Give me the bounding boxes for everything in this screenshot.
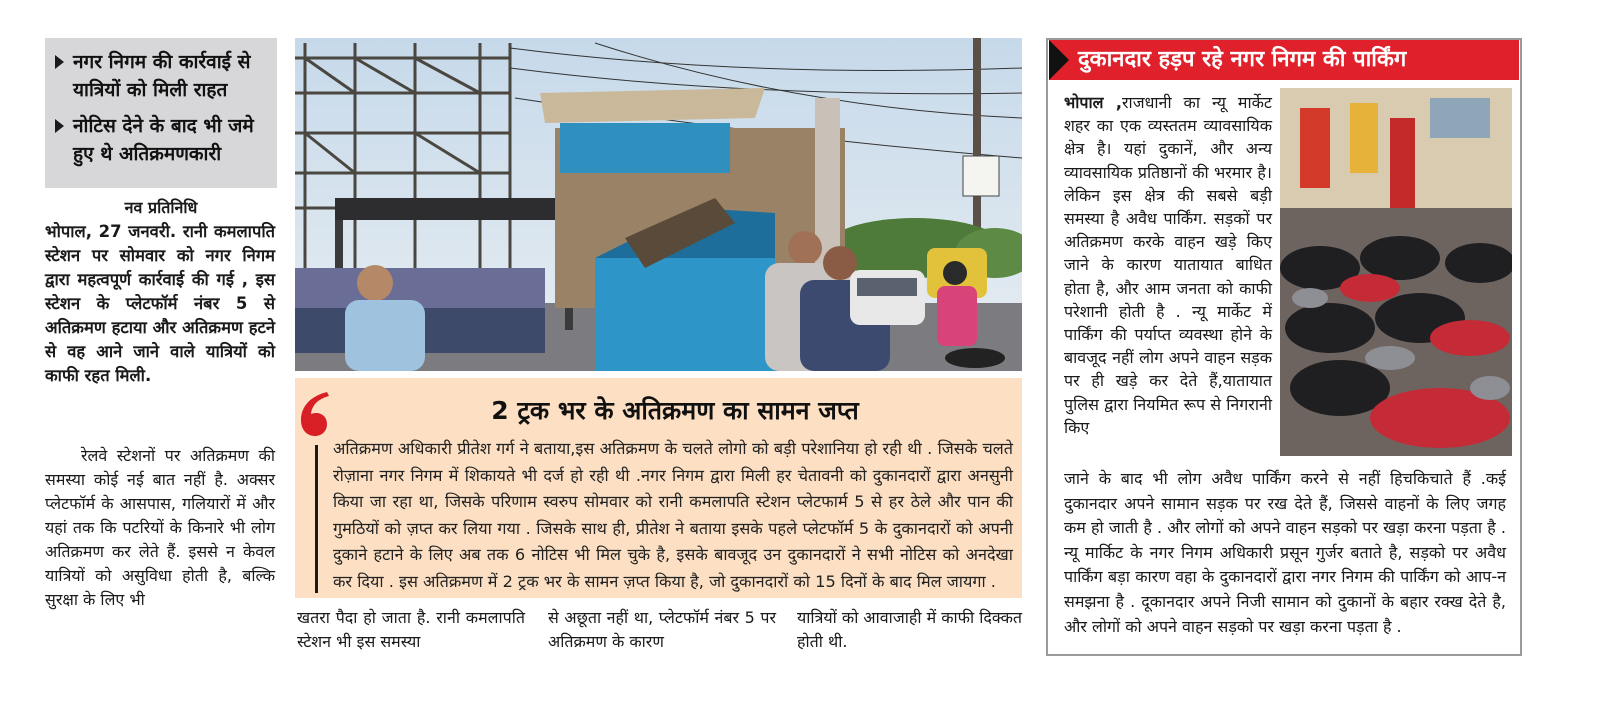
bottom-column-1: खतरा पैदा हो जाता है. रानी कमलापति स्टेशन भी इस समस्या [297,608,525,651]
quote-box-body: अतिक्रमण अधिकारी प्रीतेश गर्ग ने बताया,इस अतिक्रमण के चलते लोगो को बड़ी परेशानिया हो रही थी . जिसके चलते रोज़ाना नगर निगम में शिकायते भी दर्ज हो रही थी .नगर निगम द्वारा मिली हर चेतावनी को दुकानदारों द्वारा अनसुनी किया जा रहा था, जिसके परिणाम स्वरुप सोमवार को रानी कमलापति स्टेशन प्लेटफार्म 5 से हर ठेले और पान की गुमठियों को ज़प्त कर लिया गया . जिसके साथ ही, प्रीतेश ने बताया इसके पहले प्लेटफॉर्म 5 के दुकानदारों को अपनी दुकाने हटाने के लिए अब तक 6 नोटिस भी मिल चुके है, इसके बावजूद उन दुकानदारों ने सभी नोटिस को अनदेखा कर दिया . इस अतिक्रमण में 2 ट्रक भर के सामन ज़प्त किया है, जो दुकानदारों को 15 दिनों के बाद मिल जायगा . [333,439,1013,591]
triangle-bullet-icon [55,55,64,69]
highlight-text: नोटिस देने के बाद भी जमे हुए थे अतिक्रमणकारी [73,115,254,165]
bottom-column-2: से अछूता नहीं था, प्लेटफॉर्म नंबर 5 पर अतिक्रमण के कारण [548,608,776,651]
right-article-text-narrow: राजधानी का न्यू मार्केट शहर का एक व्यस्ततम व्यावसायिक क्षेत्र है। यहां दुकानें, और अन्य व्यावसायिक प्रतिष्ठानों की भरमार है। लेकिन इस क्षेत्र की सबसे बड़ी समस्या है अवैध पार्किंग. सड़कों पर अतिक्रमण करके वाहन खड़े किए जाने के कारण यातायात बाधित होता है, और आम जनता को काफी परेशानी होती है . न्यू मार्केट में पार्किंग की पर्याप्त व्यवस्था होने के बावजूद नहीं लोग अपने वाहन सड़क पर ही खड़े कर देते हैं,यातायात पुलिस द्वारा नियमित रूप से निगरानी किए [1064,93,1272,437]
quote-box-title: 2 ट्रक भर के अतिक्रमण का सामन जप्त [491,396,859,425]
highlight-item [55,48,269,104]
right-article-body-narrow [1064,91,1272,439]
encroachment-removal-photo [295,38,1022,371]
left-body-text [45,444,275,612]
highlight-item [55,112,269,168]
highlight-text: नगर निगम की कार्रवाई से यात्रियों को मिली राहत [73,51,251,101]
left-body-paragraph: रेलवे स्टेशनों पर अतिक्रमण की समस्या कोई नई बात नहीं है. अक्सर प्लेटफॉर्म के आसपास, गलियारों में और यहां तक कि पटरियों के किनारे भी लोग अतिक्रमण कर लेते हैं. इससे न केवल यात्रियों को असुविधा होती है, बल्कि सुरक्षा के लिए भी [45,446,275,609]
lead-paragraph: भोपाल, 27 जनवरी. रानी कमलापति स्टेशन पर सोमवार को नगर निगम द्वारा महत्वपूर्ण कार्रवाई की गई , इस स्टेशन के प्लेटफॉर्म नंबर 5 से अतिक्रमण हटाया और अतिक्रमण हटने से वह आने जाने वाले यात्रियों को काफी रहत मिली. [45,222,275,385]
byline: नव प्रतिनिधि [124,198,198,217]
highlights-box [45,38,277,188]
bottom-column-3: यात्रियों को आवाजाही में काफी दिक्कत होती थी. [797,608,1022,651]
right-article-kicker: भोपाल , [1064,93,1123,112]
photo-illustration [295,38,1022,371]
market-parking-photo [1280,88,1512,456]
header-triangle-icon [1049,40,1069,80]
market-photo-illustration [1280,88,1512,456]
quote-rule [315,445,318,593]
right-article-title: दुकानदार हड़प रहे नगर निगम की पार्किंग [1078,47,1407,72]
triangle-bullet-icon [55,119,64,133]
right-article-body-wide: जाने के बाद भी लोग अवैध पार्किंग करने से नहीं हिचकिचाते हैं .कई दुकानदार अपने सामान सड़क पर रख देते हैं, जिससे वाहनों के लिए जगह कम हो जाती है . और लोगों को अपने वाहन सड़को पर खड़ा करना पड़ता है . न्यू मार्किट के नगर निगम अधिकारी प्रसून गुर्जर बताते है, सड़को पर अवैध पार्किंग बड़ा कारण वहा के दुकानदारों द्वारा नगर निगम की पार्किंग को आप-न समझना है . दूकानदार अपने निजी सामान को दुकानों के बहार रक्ख देते है, और लोगों को अपने वाहन सड़को पर खड़ा करना पड़ता है . [1064,469,1506,636]
